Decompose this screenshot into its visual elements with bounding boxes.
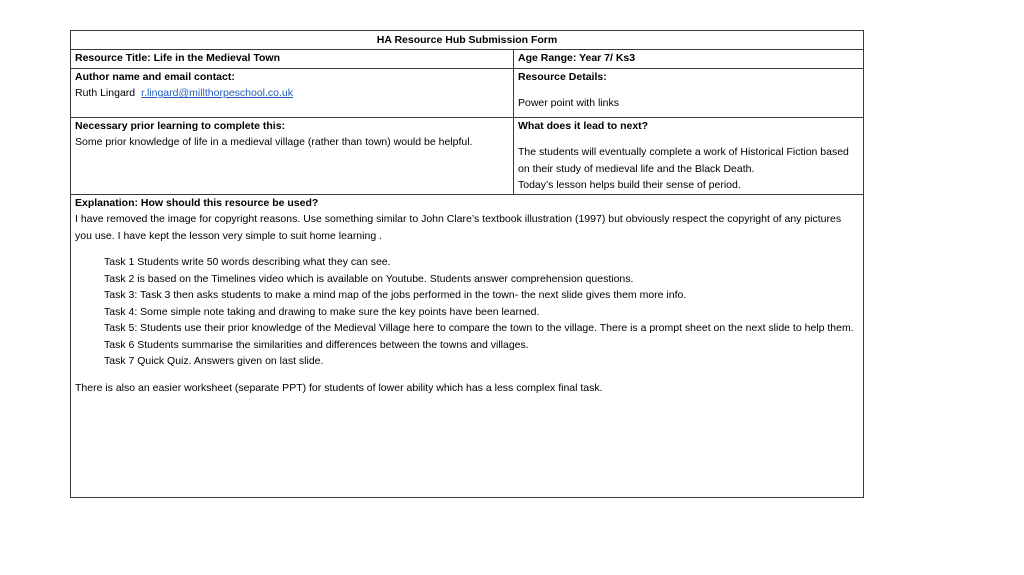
author-email-link[interactable]: r.lingard@millthorpeschool.co.uk [141, 87, 294, 99]
age-range-cell [514, 49, 864, 68]
resource-details-label: Resource Details: [518, 70, 607, 83]
task-list [75, 254, 859, 370]
explanation-intro: I have removed the image for copyright reasons. Use something similar to John Clare’s textbook illustration (1997) but obviously respect the copyright of any pictures you use. I have kept the lesson very simple to suit home learning . [75, 213, 842, 242]
prior-learning-label: Necessary prior learning to complete this: [75, 119, 286, 132]
prior-learning-row [71, 117, 864, 194]
resource-title-cell [71, 49, 514, 68]
task-item: Task 6 Students summarise the similarities and differences between the towns and villages. [104, 338, 529, 351]
task-item: Task 1 Students write 50 words describing what they can see. [104, 256, 391, 268]
author-name: Ruth Lingard [75, 87, 136, 99]
leads-to-label: What does it lead to next? [518, 119, 649, 132]
explanation-cell [71, 194, 864, 497]
leads-to-value: The students will eventually complete a work of Historical Fiction based on their study of medieval life and the Black Death. [518, 146, 849, 175]
explanation-row [71, 194, 864, 497]
author-row [71, 68, 864, 117]
task-item: Task 4: Some simple note taking and drawing to make sure the key points have been learned. [104, 305, 540, 318]
age-range-label: Age Range: Year 7/ Ks3 [518, 51, 636, 64]
leads-to-value-2: Today’s lesson helps build their sense of period. [518, 179, 741, 191]
author-contact [75, 85, 509, 102]
task-item: Task 5: Students use their prior knowledge of the Medieval Village here to compare the town to the village. There is a prompt sheet on the next slide to help them. [104, 322, 854, 334]
resource-details-cell [514, 68, 864, 117]
leads-to-cell [514, 117, 864, 194]
resource-title-label: Resource Title: Life in the Medieval Town [75, 51, 280, 64]
form-title-row [71, 31, 864, 50]
author-label: Author name and email contact: [75, 70, 235, 83]
submission-form-table [70, 30, 864, 498]
prior-learning-cell [71, 117, 514, 194]
task-item: Task 2 is based on the Timelines video which is available on Youtube. Students answer comprehension questions. [104, 272, 634, 285]
resource-title-row [71, 49, 864, 68]
task-item: Task 3: Task 3 then asks students to make a mind map of the jobs performed in the town- the next slide gives them more info. [104, 289, 687, 301]
explanation-label: Explanation: How should this resource be used? [75, 196, 319, 209]
resource-details-value: Power point with links [518, 97, 619, 109]
form-title: HA Resource Hub Submission Form [71, 31, 864, 50]
task-item: Task 7 Quick Quiz. Answers given on last slide. [104, 355, 324, 367]
explanation-footer: There is also an easier worksheet (separate PPT) for students of lower ability which has a less complex final task. [75, 381, 603, 394]
prior-learning-value: Some prior knowledge of life in a medieval village (rather than town) would be helpful. [75, 136, 473, 148]
author-cell [71, 68, 514, 117]
